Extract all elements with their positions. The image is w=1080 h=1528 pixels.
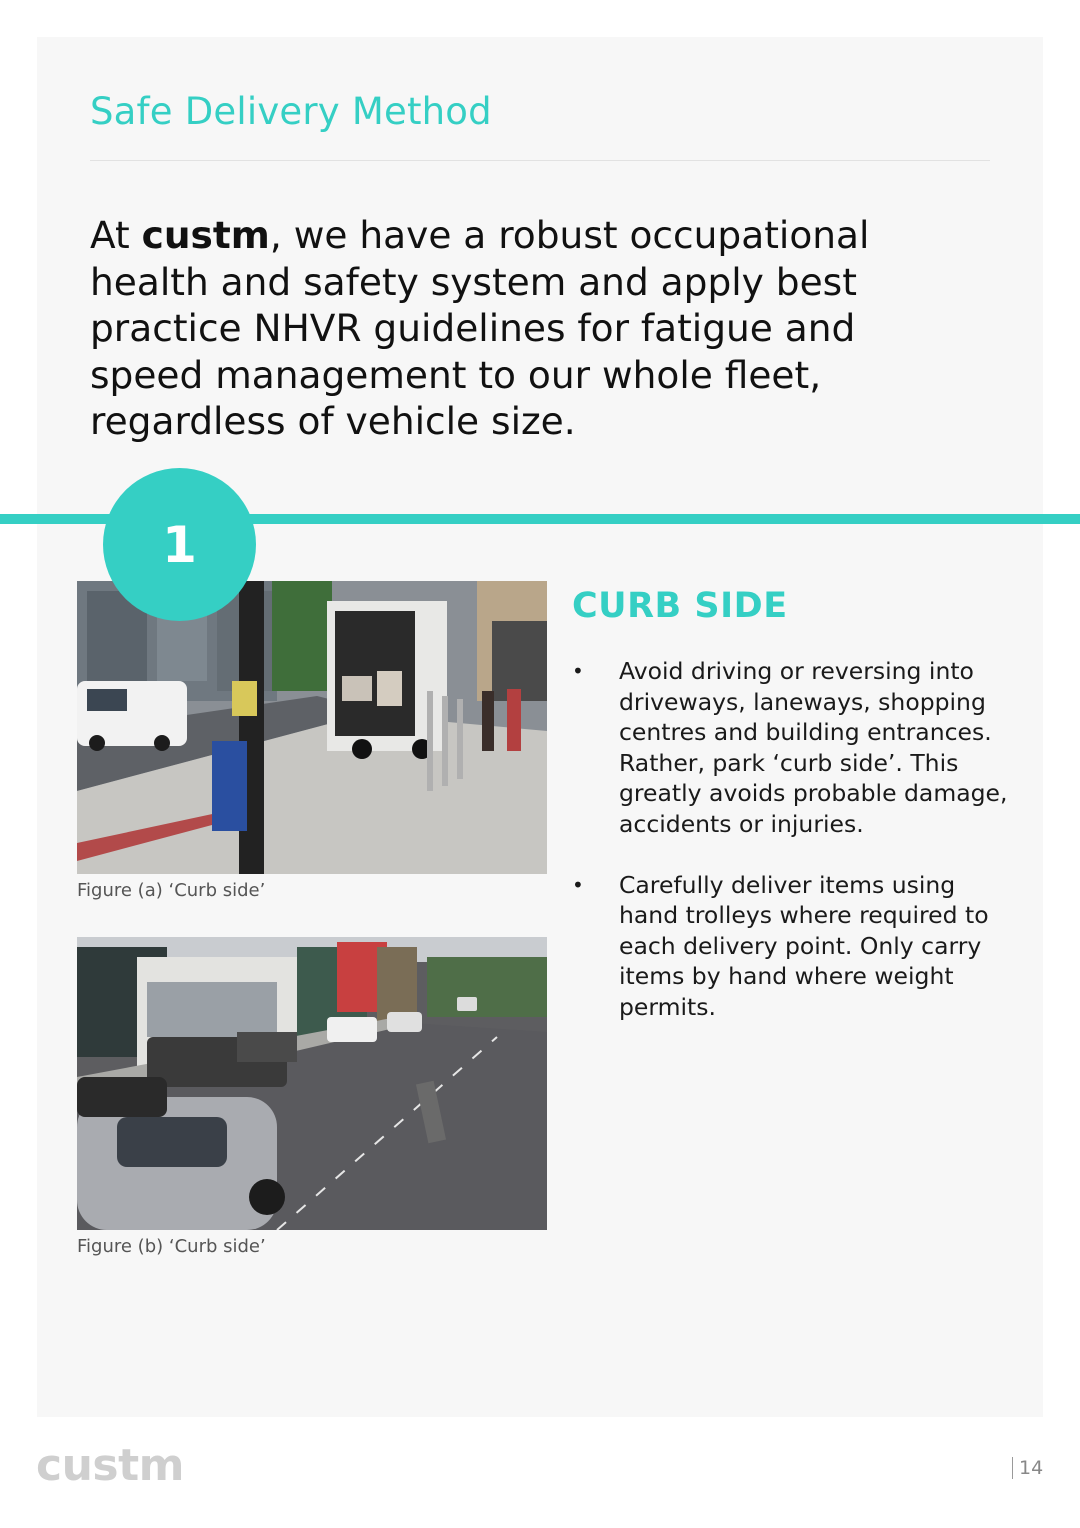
bullet-text: Avoid driving or reversing into driveways, laneways, shopping centres and building entrances. Rather, park ‘curb side’. This greatly avoids probable damage, accidents or injuries. <box>619 657 1008 838</box>
intro-rest: , we have a robust occupational health and safety system and apply best practice NHVR guidelines for fatigue and speed management to our whole fleet, regardless of vehicle size. <box>90 213 870 443</box>
step-number-badge <box>103 468 256 621</box>
bullet-item <box>572 656 1012 840</box>
bullet-item <box>572 870 1012 1023</box>
bullet-glyph: • <box>572 659 584 683</box>
header-divider <box>90 160 990 161</box>
footer-logo: custm <box>36 1440 184 1491</box>
figure-b-photo <box>77 937 547 1230</box>
page-number: 14 <box>1012 1457 1043 1479</box>
step-number: 1 <box>162 515 197 574</box>
section-title: Safe Delivery Method <box>90 90 492 133</box>
figure-a-photo <box>77 581 547 874</box>
curb-side-bullets <box>572 656 1012 1053</box>
figure-a-caption: Figure (a) ‘Curb side’ <box>77 880 266 901</box>
intro-prefix: At <box>90 213 142 257</box>
intro-statement <box>90 212 950 445</box>
intro-brand: custm <box>141 213 270 257</box>
bullet-glyph: • <box>572 872 584 897</box>
bullet-text: Carefully deliver items using hand trolleys where required to each delivery point. Only carry items by hand where weight permits. <box>619 870 989 1021</box>
curb-side-heading: CURB SIDE <box>572 586 788 626</box>
figure-b-caption: Figure (b) ‘Curb side’ <box>77 1236 266 1257</box>
